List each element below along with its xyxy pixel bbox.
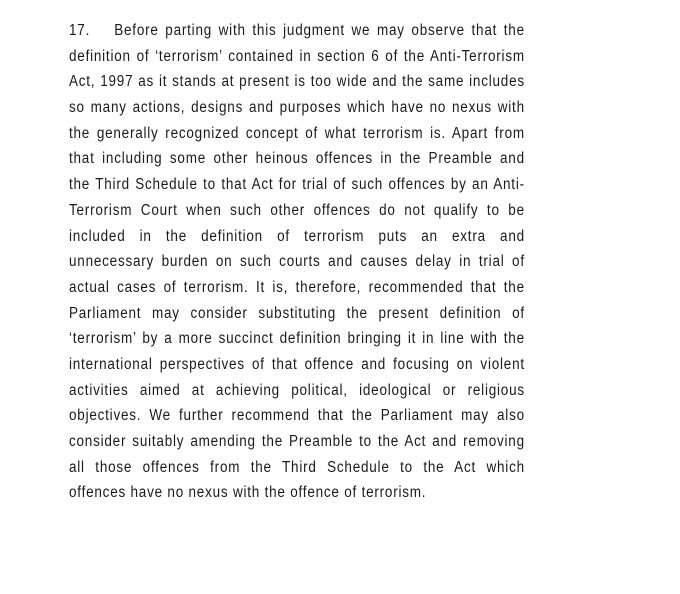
text-line: the Third Schedule to that Act for trial of such offences by an Anti- (69, 176, 525, 194)
text-line-content: Before parting with this judgment we may observe that the (114, 22, 525, 39)
text-line: unnecessary burden on such courts and causes delay in trial of (69, 253, 525, 271)
text-line: so many actions, designs and purposes which have no nexus with (69, 99, 525, 117)
text-line: the generally recognized concept of what terrorism is. Apart from (69, 124, 525, 142)
text-line: definition of ‘terrorism’ contained in section 6 of the Anti-Terrorism (69, 47, 525, 65)
text-line: ‘terrorism’ by a more succinct definition bringing it in line with the (69, 330, 525, 348)
text-line: objectives. We further recommend that the Parliament may also (69, 407, 525, 425)
text-line: Terrorism Court when such other offences do not qualify to be (69, 201, 525, 219)
paragraph-number: 17. (69, 22, 91, 39)
text-line: actual cases of terrorism. It is, therefore, recommended that the (69, 278, 525, 296)
text-line (69, 18, 525, 44)
paragraph-17 (69, 18, 525, 506)
text-line: consider suitably amending the Preamble to the Act and removing (69, 433, 525, 450)
text-line: all those offences from the Third Schedule to the Act which (69, 458, 525, 476)
text-line: Parliament may consider substituting the present definition of (69, 304, 525, 322)
text-line: activities aimed at achieving political, ideological or religious (69, 381, 525, 399)
text-line: international perspectives of that offence and focusing on violent (69, 355, 525, 373)
text-line: offences have no nexus with the offence of terrorism. (69, 484, 427, 502)
text-line: Act, 1997 as it stands at present is too wide and the same includes (69, 73, 525, 91)
text-line: included in the definition of terrorism puts an extra and (69, 227, 525, 245)
text-line: that including some other heinous offences in the Preamble and (69, 150, 525, 168)
